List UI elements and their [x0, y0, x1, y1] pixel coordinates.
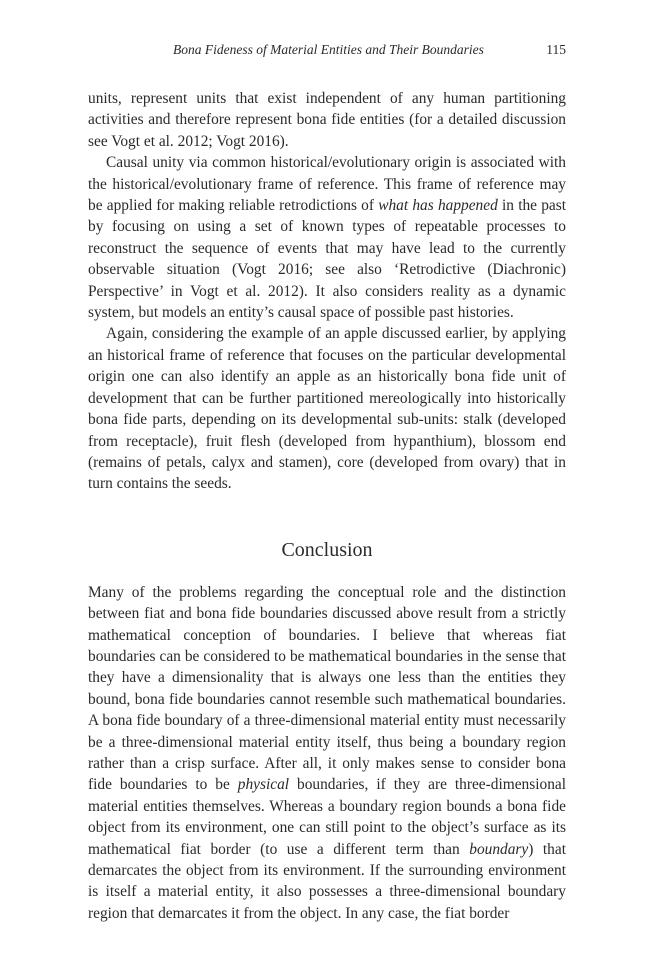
paragraph: [88, 88, 566, 152]
paragraph: [88, 582, 566, 925]
running-title: Bona Fideness of Material Entities and Their Boundaries: [173, 42, 484, 57]
text-run: ) that demarcates the object from its environment. If the surrounding environment is itself a material entity, it also possesses a three-dimensional boundary region that demarcates it from the object. In any case, the fiat border: [88, 840, 566, 922]
text-run: boundaries, if they are three-dimensional material entities themselves. Whereas a boundary region bounds a bona fide object from its environment, one can still point to the object’s surface as its mathematical fiat border (to use a different term than: [88, 776, 566, 858]
text-run: Causal unity via common historical/evolutionary origin is associated with the historical/evolutionary frame of reference. This frame of reference may be applied for making reliable retrodictions of: [88, 154, 566, 215]
body-text: [88, 88, 566, 924]
text-run: Many of the problems regarding the conceptual role and the distinction between fiat and bona fide boundaries discussed above result from a strictly mathematical conception of boundaries. I believe that whereas fiat boundaries can be considered to be mathematical boundaries in the sense that they have a dimensionality that is always one less than the entities they bound, bona fide boundaries cannot resemble such mathematical boundaries. A bona fide boundary of a three-dimensional material entity must necessarily be a three-dimensional material entity itself, thus being a boundary region rather than a crisp surface. After all, it only makes sense to consider bona fide boundaries to be: [88, 583, 566, 794]
italic-text: boundary: [469, 840, 529, 858]
section-heading: Conclusion: [281, 538, 373, 561]
paragraph: [88, 152, 566, 323]
text-run: in the past by focusing on using a set of known types of repeatable processes to reconstruct the sequence of events that may have lead to the currently observable situation (Vogt 2016; see also ‘Retrodictive (Diachronic) Perspective’ in Vogt et al. 2012). It also considers reality as a dynamic system, but models an entity’s causal space of possible past histories.: [88, 197, 567, 322]
running-head: [88, 42, 566, 64]
paragraph: [88, 323, 566, 494]
text-run: units, represent units that exist independent of any human partitioning activities and therefore represent bona fide entities (for a detailed discussion see Vogt et al. 2012; Vogt 2016).: [88, 90, 566, 150]
page-number: 115: [546, 42, 566, 57]
text-run: Again, considering the example of an apple discussed earlier, by applying an historical frame of reference that focuses on the particular developmental origin one can also identify an apple as an historically bona fide unit of development that can be further partitioned mereologically into historically bona fide parts, depending on its developmental sub-units: stalk (developed from receptacle), fruit flesh (developed from hypanthium), blossom end (remains of petals, calyx and stamen), core (developed from ovary) that in turn contains the seeds.: [88, 325, 566, 493]
italic-text: what has happened: [378, 197, 498, 215]
italic-text: physical: [237, 776, 290, 794]
